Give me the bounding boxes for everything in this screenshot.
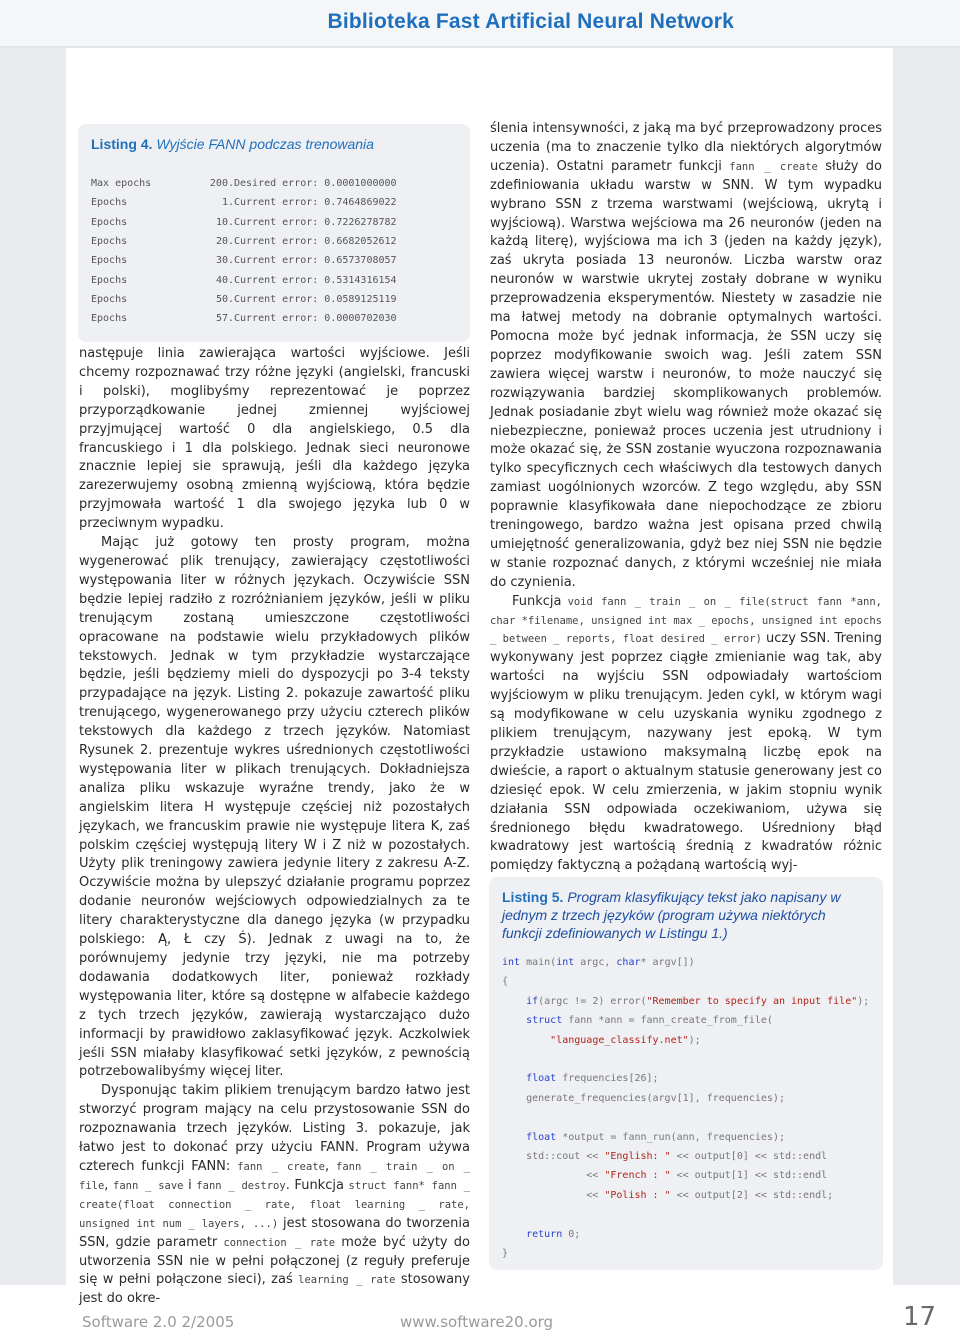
listing-5-title — [502, 888, 862, 942]
right-column — [490, 120, 882, 876]
listing-4-label: Listing 4. — [91, 136, 153, 152]
listing-4-row — [91, 178, 461, 197]
page-header — [0, 0, 960, 48]
listing-4-row — [91, 294, 461, 313]
listing-4-cell: Current error: 0.6682052612 — [234, 235, 397, 247]
listing-4-cell: Current error: 0.0000702030 — [234, 313, 397, 325]
listing-4-cell: Current error: 0.6573708057 — [234, 255, 397, 267]
code-line: if(argc != 2) error("Remember to specify an input file"); — [526, 995, 870, 1007]
running-title: Biblioteka Fast Artificial Neural Network — [327, 10, 734, 33]
listing-4-title — [91, 136, 374, 152]
code-line: return 0; — [526, 1228, 581, 1240]
right-paragraph-1: ślenia intensywności, z jaką ma być przeprowadzony proces uczenia (ma to znaczenie tylko dla niektórych algorytmów uczenia). Ostatni parametr funkcji fann _ create służy do zdefiniowania układu warstw w SNN. W tym wypadku wybrano SSN z trzema warstwami (wejściową, ukrytą i wyjściową). Warstwa wejściowa ma 26 neuronów (jeden na każdą literę), wyjściowa ma ich 3 (jeden na każdy język), zaś ukryta posiada 13 neuronów. Liczba warstw oraz neuronów w warstwie ukrytej zostały dobrane w wyniku przeprowadzenia eksperymentów. Niestety w zasadzie nie ma łatwej metody na dobranie optymalnych wartości. Pomocna może być jednak informacja, że SSN uczy się poprzez modyfikowanie swoich wag. Jeśli zatem SSN zawiera więcej warstw i neuronów, to może nauczyć się rozwiązywania bardziej skomplikowanych problemów. Jednak posiadanie zbyt wielu wag również może okazać się niebezpieczne, ponieważ proces uczenia jest utrudniony i może okazać się, że SSN zostanie wyuczona rozpoznawania tylko specyficznych cech właściwych dla testowych danych zamiast uogólnionych wzorców. Z tego względu, aby SSN poprawnie klasyfikowała dane niepochodzące ze zbioru treningowego, bardzo ważna jest opisana przed chwilą umiejętność generalizowania, gdyż bez niej SSN nie będzie w stanie rozpoznać danych, z którymi wcześniej nie miała do czynienia. — [490, 121, 883, 590]
right-margin-strip — [893, 48, 960, 1285]
listing-4-row — [91, 217, 461, 236]
code-line: std::cout << "English: " << output[0] << std::endl — [502, 1151, 828, 1162]
footer-magazine: Software 2.0 2/2005 — [82, 1313, 235, 1331]
listing-5-label: Listing 5. — [502, 889, 564, 905]
listing-4-cell: Current error: 0.7464869022 — [234, 197, 397, 209]
left-margin-strip — [0, 48, 66, 1285]
code-line: { — [502, 976, 509, 988]
listing-4-cell: Epochs — [91, 216, 128, 228]
listing-4-cell: Epochs — [91, 235, 128, 247]
listing-4-row — [91, 313, 461, 332]
code-line: generate_frequencies(argv[1], frequencies); — [502, 1092, 785, 1104]
listing-4-cell: Current error: 0.0589125119 — [234, 293, 397, 305]
code-line: float *output = fann_run(ann, frequencies); — [526, 1131, 785, 1143]
listing-4-cell: Epochs — [91, 255, 128, 267]
code-line: "language_classify.net"); — [550, 1034, 701, 1046]
right-paragraph-2: Funkcja void fann _ train _ on _ file(struct fann *ann, char *filename, unsigned int max _ epochs, unsigned int epochs _ between _ reports, float desired _ error) uczy SSN. Trening wykonywany jest poprzez ciągłe zmienianie wag tak, aby wartości na wyjściu SSN odpowiadały wartościom wyjściowym w pliku trenującym. Jeden cykl, w którym wagi są modyfikowane w celu uzyskania wyniku zgodnego z plikiem trenującym, nazywany jest epoką. W tym przykładzie ustawiono maksymalną liczbę epok na dwieście, a raport o aktualnym statusie generowany jest co dziesięć epok. W celu zmierzenia, w jakim stopniu wynik działania SSN odpowiada oczekiwaniom, używa się średnionego błędu kwadratowego. Uśredniony błąd kwadratowy jest wartością średnią z kwadratów różnic pomiędzy faktyczną a pożądaną wartością wyj- — [490, 593, 882, 874]
listing-4-cell: 10. — [215, 216, 234, 228]
left-paragraph-1: następuje linia zawierająca wartości wyjściowe. Jeśli chcemy rozpoznawać trzy różne języki (angielski, francuski i polski), moglibyśmy reprezentować je poprzez przyporządkowanie jednej zmiennej wyjściowej przyjmującej wartość 0 dla angielskiego, 0.5 dla francuskiego i 1 dla polskiego. Jednak sieci neuronowe znacznie lepiej sie sprawują, jeśli dla każdego języka zarezerwujemy osobną zmienną wyjściową, która będzie przyjmowała wartość 1 dla swojego języka lub 0 w przeciwnym wypadku. — [79, 346, 470, 532]
listing-4-cell: 200. — [209, 178, 234, 189]
left-paragraph-2: Mając już gotowy ten prosty program, można wygenerować plik trenujący, zawierający częstotliwości występowania liter w różnych językach. Oczywiście SSN będzie lepiej radziło z rozróżnianiem języków, jeśli w pliku trenującym zostaną umieszczone częstotliwości opracowane na podstawie wielu przykładowych plików tekstowych. Jednak w tym przykładzie wystarczające będzie, jeśli będziemy mieli do dyspozycji po 3-4 teksty przypadające na język. Listing 2. pokazuje zawartość pliku trenującego, wygenerowanego przy użyciu czterech plików tekstowych dla każdego z trzech języków. Natomiast Rysunek 2. prezentuje wykres uśrednionych częstotliwości występowania liter w plikach trenujących. Dokładniejsza analiza pliku wskazuje wyraźne trendy, jako że w angielskim litera H występuje częściej niż pozostałych językach, we francuskim prawie nie występuje litera K, zaś polskim częściej występują litery W i Z niż w pozostałych. Użyty plik treningowy zawiera jedynie litery z zakresu A-Z. Oczywiście można by ulepszyć działanie programu poprzez dodanie neuronów wejściowych odpowiedzialnych za te litery charakterystyczne dla danego języka (w przypadku polskiego: Ą, Ł czy Ś). Jednak z uwagi na to, że porównujemy jedynie trzy języki, nie ma potrzeby dodawania dodatkowych liter, ponieważ rozkłady występowania liter, które są dostępne w alfabecie każdego z tych trzech języków, zawierają wystarczająco dużo informacji by prawidłowo zaklasyfikować język. Aczkolwiek jeśli SSN miałaby klasyfikować setki języków, z pewnością potrzebowalibyśmy więcej liter. — [79, 535, 470, 1080]
listing-4-cell: 20. — [215, 235, 234, 247]
listing-4-cell: Epochs — [91, 274, 128, 286]
code-line: << "French : " << output[1] << std::endl — [502, 1170, 828, 1182]
code-line: int main(int argc, char* argv[]) — [502, 957, 695, 968]
code-line: struct fann *ann = fann_create_from_file( — [526, 1015, 773, 1027]
listing-4-cell: Current error: 0.5314316154 — [234, 274, 397, 286]
listing-4-row — [91, 275, 461, 294]
listing-4-cell: Max epochs — [91, 178, 152, 189]
listing-4-cell: 1. — [221, 197, 234, 209]
listing-4-cell: Desired error: 0.0001000000 — [234, 178, 397, 189]
listing-4-caption: Wyjście FANN podczas trenowania — [156, 136, 374, 152]
listing-4-row — [91, 197, 461, 216]
listing-4-cell: Epochs — [91, 293, 128, 305]
left-paragraph-3: Dysponując takim plikiem trenującym bardzo łatwo jest stworzyć program mający na celu przystosowanie SSN do rozpoznawania trzech języków. Listing 3. pokazuje, jak łatwo jest to dokonać przy użyciu FANN. Program używa czterech funkcji FANN: fann _ create, fann _ train _ on _ file, fann _ save i fann _ destroy. Funkcja struct fann* fann _ create(float connection _ rate, float learning _ rate, unsigned int num _ layers, ...) jest stosowana do tworzenia SSN, gdzie parametr connection _ rate może być użyty do utworzenia SSN nie w pełni połączonej (z reguły preferuje się w pełni połączone sieci), zaś learning _ rate stosowany jest do okre- — [79, 1083, 471, 1307]
listing-4-row — [91, 236, 461, 255]
listing-4-cell: 40. — [215, 274, 234, 286]
listing-4-row — [91, 255, 461, 274]
listing-5-box — [489, 877, 883, 1270]
listing-4-cell: Epochs — [91, 197, 128, 209]
code-line: float frequencies[26]; — [526, 1073, 659, 1085]
footer-url: www.software20.org — [400, 1313, 554, 1331]
listing-4-cell: 57. — [215, 313, 234, 325]
page-number: 17 — [903, 1302, 937, 1332]
code-line: << "Polish : " << output[2] << std::endl; — [502, 1189, 834, 1201]
listing-4-cell: Current error: 0.7226278782 — [234, 216, 397, 228]
listing-4-cell: 30. — [215, 255, 234, 267]
listing-5-caption: Program klasyfikujący tekst jako napisany w jednym z trzech języków (program używa niektórych funkcji zdefiniowanych w Listingu 1.) — [502, 889, 841, 941]
listing-4-cell: 50. — [215, 293, 234, 305]
left-column — [79, 345, 470, 1309]
listing-4-cell: Epochs — [91, 313, 128, 325]
code-line: } — [502, 1248, 509, 1259]
listing-4-box — [78, 124, 470, 342]
